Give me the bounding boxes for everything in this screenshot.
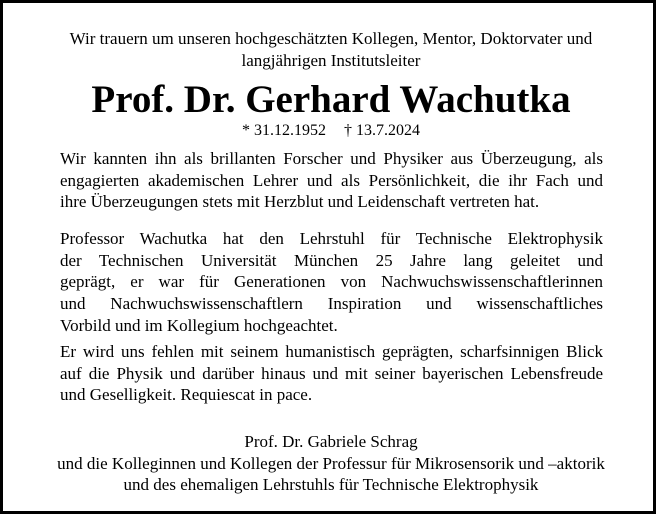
paragraph-line: und Geselligkeit. Requiescat in pace. — [60, 385, 313, 405]
signatory-line: und die Kolleginnen und Kollegen der Professur für Mikrosensorik und –aktorik — [57, 453, 605, 473]
paragraph-line: der Technischen Universität München 25 Jahre lang geleitet und — [60, 250, 603, 270]
intro-line: langjährigen Institutsleiter — [241, 51, 421, 70]
intro-line: Wir trauern um unseren hochgeschätzten Kollegen, Mentor, Doktorvater und — [69, 29, 593, 48]
deceased-name: Prof. Dr. Gerhard Wachutka — [91, 78, 571, 121]
signatory-name: Prof. Dr. Gabriele Schrag — [244, 432, 418, 451]
intro-text — [33, 28, 629, 72]
paragraph-career — [60, 228, 603, 337]
paragraph-line: Wir kannten ihn als brillanten Forscher und Physiker aus Überzeugung, als — [60, 149, 603, 168]
life-dates — [33, 121, 629, 141]
paragraph-line: Er wird uns fehlen mit seinem humanistisch geprägten, scharfsinnigen Blick — [60, 342, 603, 361]
death-date: † 13.7.2024 — [344, 122, 420, 139]
birth-date: * 31.12.1952 — [242, 122, 326, 139]
signature-block — [23, 431, 639, 496]
signatory-line: und des ehemaligen Lehrstuhls für Technische Elektrophysik — [123, 475, 539, 494]
paragraph-line: auf die Physik und darüber hinaus und mit seiner bayerischen Lebensfreude — [60, 363, 603, 383]
paragraph-tribute — [60, 148, 603, 213]
paragraph-line: ihre Überzeugungen stets mit Herzblut und Leidenschaft vertreten hat. — [60, 192, 540, 212]
paragraph-line: geprägt, er war für Generationen von Nachwuchswissenschaftlerinnen — [60, 272, 603, 292]
paragraph-line: Professor Wachutka hat den Lehrstuhl für Technische Elektrophysik — [60, 229, 603, 248]
paragraph-line: engagierten akademischen Lehrer und als Persönlichkeit, die ihr Fach und — [60, 170, 603, 190]
paragraph-line: und Nachwuchswissenschaftlern Inspiration und wissenschaftliches — [60, 294, 603, 314]
paragraph-line: Vorbild und im Kollegium hochgeachtet. — [60, 315, 338, 335]
paragraph-farewell — [60, 341, 603, 406]
